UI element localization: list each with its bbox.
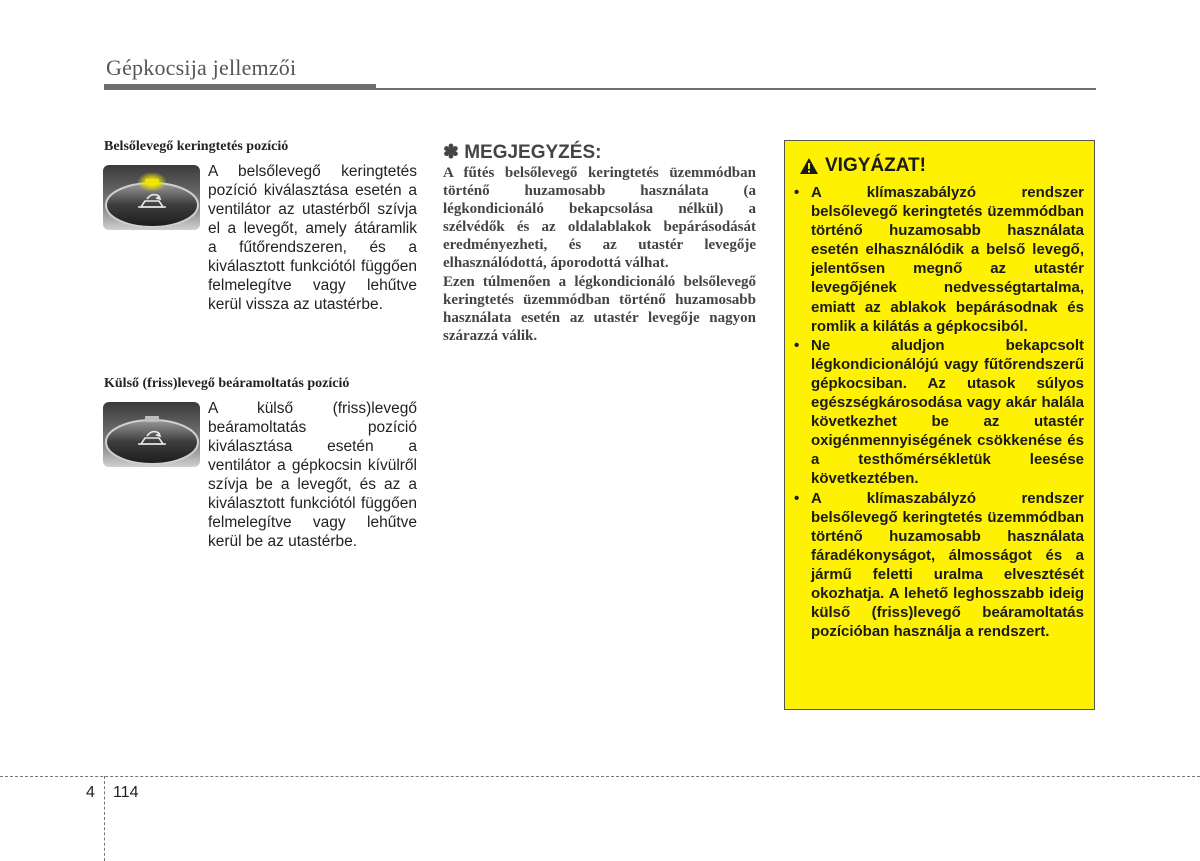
list-item: • Ne aludjon bekapcsolt légkondicionálójú vagy fűtőrendszerű gépkocsiban. Az utasok súlyos egészségkárosodása vagy akár halála következhet be az utastér oxigénmennyiségének csökkenése és a testhőmérsékletük leesése következtében. [794,336,1084,488]
list-item: • A klímaszabályzó rendszer belsőlevegő keringtetés üzemmódban történő huzamosabb használata esetén elhasználódik a belső levegő, jelentősen megnő az utastér levegőjének nedvességtartalma, emiatt az ablakok bepárásodnak és romlik a kilátás a gépkocsiból. [794,184,1084,335]
indicator-light-off [145,416,159,422]
recirculation-button-image [103,165,200,230]
section-heading-recirculation: Belsőlevegő keringtetés pozíció [104,139,289,154]
footer-divider [0,776,1200,777]
warning-list [794,183,1084,641]
note-paragraph: A fűtés belsőlevegő keringtetés üzemmódban történő huzamosabb használata (a légkondicionáló bekapcsolása nélkül) a szélvédők és az oldalablakok bepárásodását eredményezheti, és az utastér levegője elhasználódottá, áporodottá válhat. [443,165,756,272]
note-symbol-icon: ✽ [443,142,459,163]
warning-box [784,140,1095,710]
page-number: 114 [113,784,139,801]
note-heading-label: MEGJEGYZÉS: [464,142,602,163]
fresh-air-button-image [103,402,200,467]
header-rule-thick [104,84,376,90]
bullet: • [794,489,800,507]
fresh-air-description: A külső (friss)levegő beáramoltatás pozíció kiválasztása esetén a ventilátor a gépkocsin kívülről szívja be a levegőt, és az a kiválasztott funkciótól függően felmelegítve vagy lehűtve kerül be az utastérbe. [208,400,417,550]
footer-vertical-divider [104,776,105,861]
warning-triangle-icon [799,157,819,175]
section-heading-fresh-air: Külső (friss)levegő beáramoltatás pozíció [104,376,350,391]
list-item: • A klímaszabályzó rendszer belsőlevegő keringtetés üzemmódban történő huzamosabb használata fáradékonyságot, álmosságot és a jármű feletti uralma elvesztését okozhatja. A lehető leghosszabb ideig külső (friss)levegő beáramoltatás pozícióban használja a rendszert. [794,489,1084,641]
warning-heading-label: VIGYÁZAT! [825,155,926,176]
recirculation-description: A belsőlevegő keringtetés pozíció kiválasztása esetén a ventilátor az utastérből szívja el a levegőt, amely átáramlik a fűtőrendszeren, és a kiválasztott funkciótól függően felmelegítve vagy lehűtve kerül vissza az utastérbe. [208,163,417,313]
header-rule-thin [376,88,1096,90]
bullet: • [794,184,800,201]
note-heading [443,141,601,164]
bullet: • [794,336,800,354]
chapter-number: 4 [86,784,95,801]
note-paragraph: Ezen túlmenően a légkondicionáló belsőlevegő keringtetés üzemmódban történő huzamosabb használata esetén az utastér levegője nagyon szárazzá válik. [443,273,756,344]
page-header-title: Gépkocsija jellemzői [106,55,297,80]
note-body [443,164,756,345]
warning-heading [799,155,1084,177]
